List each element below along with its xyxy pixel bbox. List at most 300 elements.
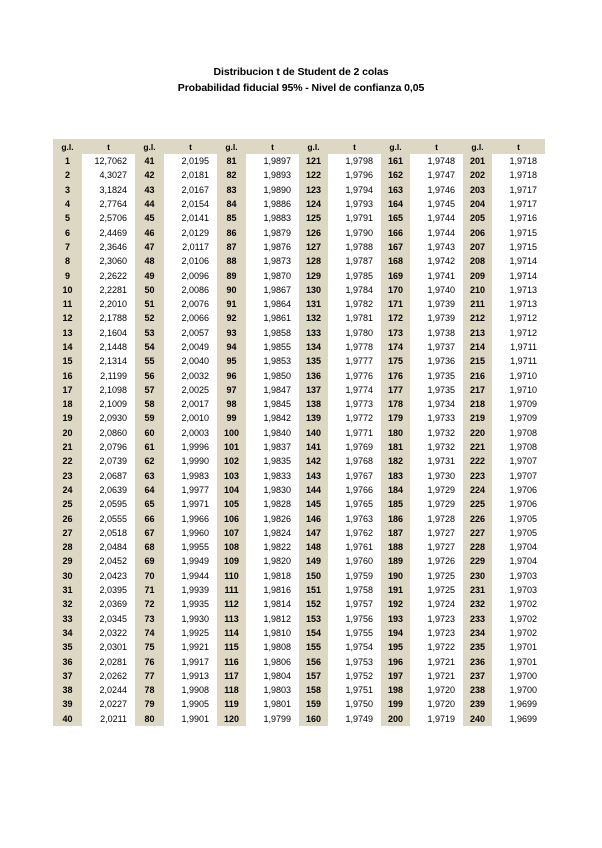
t-value-cell: 2,5706 bbox=[99, 213, 127, 224]
degrees-of-freedom-cell: 67 bbox=[135, 526, 164, 540]
t-value-cell: 1,9734 bbox=[427, 399, 455, 410]
degrees-of-freedom-cell: 213 bbox=[463, 326, 492, 340]
degrees-of-freedom-cell: 12 bbox=[53, 311, 82, 325]
t-value-cell: 1,9850 bbox=[263, 370, 291, 381]
degrees-of-freedom-cell: 85 bbox=[217, 211, 246, 225]
t-value-cell: 1,9731 bbox=[427, 456, 455, 467]
degrees-of-freedom-cell: 206 bbox=[463, 225, 492, 239]
header-gl: g.l. bbox=[53, 139, 82, 154]
t-value-cell: 1,9743 bbox=[427, 241, 455, 252]
degrees-of-freedom-cell: 170 bbox=[381, 283, 410, 297]
degrees-of-freedom-cell: 203 bbox=[463, 183, 492, 197]
degrees-of-freedom-cell: 75 bbox=[135, 640, 164, 654]
t-value-cell: 2,1448 bbox=[99, 342, 127, 352]
degrees-of-freedom-cell: 235 bbox=[463, 640, 492, 654]
degrees-of-freedom-cell: 14 bbox=[53, 340, 82, 354]
degrees-of-freedom-cell: 102 bbox=[217, 454, 246, 468]
t-value-cell: 1,9747 bbox=[427, 170, 455, 181]
degrees-of-freedom-cell: 134 bbox=[299, 340, 328, 354]
degrees-of-freedom-cell: 22 bbox=[53, 454, 82, 468]
t-value-cell: 1,9785 bbox=[345, 270, 373, 281]
degrees-of-freedom-cell: 113 bbox=[217, 612, 246, 626]
t-value-cell: 1,9780 bbox=[345, 327, 373, 338]
table-row bbox=[53, 154, 545, 168]
degrees-of-freedom-cell: 36 bbox=[53, 654, 82, 668]
t-value-cell: 1,9735 bbox=[427, 384, 455, 395]
degrees-of-freedom-cell: 78 bbox=[135, 683, 164, 697]
degrees-of-freedom-cell: 105 bbox=[217, 497, 246, 511]
degrees-of-freedom-cell: 66 bbox=[135, 511, 164, 525]
degrees-of-freedom-cell: 162 bbox=[381, 168, 410, 182]
t-value-cell: 1,9715 bbox=[509, 241, 537, 252]
degrees-of-freedom-cell: 112 bbox=[217, 597, 246, 611]
table-row bbox=[53, 211, 545, 225]
t-value-cell: 1,9723 bbox=[427, 627, 455, 638]
degrees-of-freedom-cell: 79 bbox=[135, 697, 164, 711]
degrees-of-freedom-cell: 115 bbox=[217, 640, 246, 654]
degrees-of-freedom-cell: 126 bbox=[299, 225, 328, 239]
t-value-cell: 1,9749 bbox=[345, 713, 373, 724]
degrees-of-freedom-cell: 32 bbox=[53, 597, 82, 611]
degrees-of-freedom-cell: 141 bbox=[299, 440, 328, 454]
degrees-of-freedom-cell: 150 bbox=[299, 569, 328, 583]
t-value-cell: 1,9784 bbox=[345, 284, 373, 295]
t-value-cell: 1,9740 bbox=[427, 284, 455, 295]
t-value-cell: 1,9799 bbox=[263, 713, 291, 724]
degrees-of-freedom-cell: 220 bbox=[463, 426, 492, 440]
t-value-cell: 2,0106 bbox=[181, 256, 209, 267]
degrees-of-freedom-cell: 156 bbox=[299, 654, 328, 668]
t-value-cell: 1,9893 bbox=[263, 170, 291, 181]
t-value-cell: 2,7764 bbox=[99, 199, 127, 210]
header-t: t bbox=[164, 139, 217, 154]
degrees-of-freedom-cell: 77 bbox=[135, 669, 164, 683]
t-value-cell: 1,9767 bbox=[345, 470, 373, 481]
header-t: t bbox=[410, 139, 463, 154]
degrees-of-freedom-cell: 131 bbox=[299, 297, 328, 311]
degrees-of-freedom-cell: 28 bbox=[53, 540, 82, 554]
t-value-cell: 1,9876 bbox=[263, 241, 291, 252]
t-value-cell: 1,9714 bbox=[509, 256, 537, 267]
degrees-of-freedom-cell: 72 bbox=[135, 597, 164, 611]
t-value-cell: 1,9761 bbox=[345, 542, 373, 553]
degrees-of-freedom-cell: 110 bbox=[217, 569, 246, 583]
t-value-cell: 2,0195 bbox=[181, 156, 209, 167]
degrees-of-freedom-cell: 124 bbox=[299, 197, 328, 211]
degrees-of-freedom-cell: 179 bbox=[381, 411, 410, 425]
t-value-cell: 1,9705 bbox=[509, 513, 537, 524]
table-row bbox=[53, 483, 545, 497]
t-value-cell: 1,9722 bbox=[427, 642, 455, 653]
t-value-cell: 2,0345 bbox=[99, 613, 127, 624]
t-value-cell: 1,9990 bbox=[181, 456, 209, 467]
degrees-of-freedom-cell: 234 bbox=[463, 626, 492, 640]
t-value-cell: 2,1009 bbox=[99, 399, 127, 410]
table-row bbox=[53, 469, 545, 483]
t-value-cell: 1,9925 bbox=[181, 627, 209, 638]
t-value-cell: 2,0555 bbox=[99, 513, 127, 524]
t-value-cell: 1,9755 bbox=[345, 627, 373, 638]
degrees-of-freedom-cell: 149 bbox=[299, 554, 328, 568]
table-row bbox=[53, 354, 545, 368]
degrees-of-freedom-cell: 10 bbox=[53, 283, 82, 297]
table-row bbox=[53, 712, 545, 726]
header-t: t bbox=[82, 139, 135, 154]
t-value-cell: 2,0369 bbox=[99, 599, 127, 610]
t-value-cell: 1,9703 bbox=[509, 570, 537, 581]
table-row bbox=[53, 197, 545, 211]
degrees-of-freedom-cell: 30 bbox=[53, 569, 82, 583]
t-value-cell: 1,9820 bbox=[263, 556, 291, 567]
t-value-cell: 1,9713 bbox=[509, 299, 537, 310]
t-value-cell: 1,9709 bbox=[509, 399, 537, 410]
t-value-cell: 2,0423 bbox=[99, 570, 127, 581]
t-value-cell: 1,9774 bbox=[345, 384, 373, 395]
degrees-of-freedom-cell: 56 bbox=[135, 368, 164, 382]
degrees-of-freedom-cell: 139 bbox=[299, 411, 328, 425]
degrees-of-freedom-cell: 188 bbox=[381, 540, 410, 554]
degrees-of-freedom-cell: 120 bbox=[217, 712, 246, 726]
degrees-of-freedom-cell: 104 bbox=[217, 483, 246, 497]
t-value-cell: 2,0595 bbox=[99, 499, 127, 510]
degrees-of-freedom-cell: 135 bbox=[299, 354, 328, 368]
t-value-cell: 1,9726 bbox=[427, 556, 455, 567]
degrees-of-freedom-cell: 16 bbox=[53, 368, 82, 382]
table-row bbox=[53, 554, 545, 568]
degrees-of-freedom-cell: 118 bbox=[217, 683, 246, 697]
t-value-cell: 1,9702 bbox=[509, 613, 537, 624]
table-row bbox=[53, 340, 545, 354]
t-value-cell: 1,9788 bbox=[345, 241, 373, 252]
degrees-of-freedom-cell: 29 bbox=[53, 554, 82, 568]
t-value-cell: 1,9716 bbox=[509, 213, 537, 224]
t-value-cell: 2,0049 bbox=[181, 342, 209, 352]
table-row bbox=[53, 626, 545, 640]
t-value-cell: 1,9762 bbox=[345, 527, 373, 538]
t-value-cell: 1,9939 bbox=[181, 585, 209, 596]
degrees-of-freedom-cell: 50 bbox=[135, 283, 164, 297]
t-value-cell: 1,9791 bbox=[345, 213, 373, 224]
t-value-cell: 1,9977 bbox=[181, 484, 209, 495]
degrees-of-freedom-cell: 176 bbox=[381, 368, 410, 382]
t-value-cell: 1,9717 bbox=[509, 184, 537, 195]
t-value-cell: 2,0860 bbox=[99, 427, 127, 438]
degrees-of-freedom-cell: 7 bbox=[53, 240, 82, 254]
degrees-of-freedom-cell: 38 bbox=[53, 683, 82, 697]
degrees-of-freedom-cell: 39 bbox=[53, 697, 82, 711]
t-value-cell: 1,9702 bbox=[509, 599, 537, 610]
t-distribution-table bbox=[53, 139, 545, 726]
degrees-of-freedom-cell: 106 bbox=[217, 511, 246, 525]
t-value-cell: 1,9864 bbox=[263, 299, 291, 310]
t-value-cell: 2,0639 bbox=[99, 484, 127, 495]
degrees-of-freedom-cell: 209 bbox=[463, 268, 492, 282]
t-value-cell: 2,0117 bbox=[182, 241, 209, 252]
t-value-cell: 1,9712 bbox=[509, 327, 537, 338]
t-value-cell: 1,9867 bbox=[263, 284, 291, 295]
degrees-of-freedom-cell: 76 bbox=[135, 654, 164, 668]
degrees-of-freedom-cell: 169 bbox=[381, 268, 410, 282]
degrees-of-freedom-cell: 70 bbox=[135, 569, 164, 583]
t-value-cell: 1,9730 bbox=[427, 470, 455, 481]
t-value-cell: 2,0211 bbox=[100, 713, 127, 724]
table-header-row bbox=[53, 139, 545, 154]
degrees-of-freedom-cell: 132 bbox=[299, 311, 328, 325]
t-value-cell: 2,0167 bbox=[181, 184, 209, 195]
table-row bbox=[53, 511, 545, 525]
degrees-of-freedom-cell: 127 bbox=[299, 240, 328, 254]
degrees-of-freedom-cell: 166 bbox=[381, 225, 410, 239]
degrees-of-freedom-cell: 225 bbox=[463, 497, 492, 511]
t-value-cell: 1,9701 bbox=[509, 642, 537, 653]
degrees-of-freedom-cell: 84 bbox=[217, 197, 246, 211]
degrees-of-freedom-cell: 168 bbox=[381, 254, 410, 268]
t-value-cell: 1,9729 bbox=[427, 484, 455, 495]
degrees-of-freedom-cell: 53 bbox=[135, 326, 164, 340]
t-value-cell: 1,9790 bbox=[345, 227, 373, 238]
degrees-of-freedom-cell: 114 bbox=[217, 626, 246, 640]
degrees-of-freedom-cell: 108 bbox=[217, 540, 246, 554]
t-value-cell: 2,4469 bbox=[99, 227, 127, 238]
t-value-cell: 1,9741 bbox=[427, 270, 455, 281]
degrees-of-freedom-cell: 65 bbox=[135, 497, 164, 511]
t-value-cell: 1,9710 bbox=[509, 384, 537, 395]
t-value-cell: 1,9721 bbox=[427, 656, 455, 667]
t-value-cell: 2,0076 bbox=[181, 299, 209, 310]
degrees-of-freedom-cell: 189 bbox=[381, 554, 410, 568]
t-value-cell: 1,9824 bbox=[263, 527, 291, 538]
degrees-of-freedom-cell: 186 bbox=[381, 511, 410, 525]
t-value-cell: 1,9971 bbox=[181, 499, 209, 510]
table-row bbox=[53, 268, 545, 282]
table-row bbox=[53, 240, 545, 254]
table-row bbox=[53, 454, 545, 468]
t-value-cell: 1,9845 bbox=[263, 399, 291, 410]
table-row bbox=[53, 426, 545, 440]
t-value-cell: 2,1199 bbox=[100, 370, 127, 381]
degrees-of-freedom-cell: 229 bbox=[463, 554, 492, 568]
degrees-of-freedom-cell: 33 bbox=[53, 612, 82, 626]
degrees-of-freedom-cell: 138 bbox=[299, 397, 328, 411]
t-value-cell: 1,9804 bbox=[263, 670, 291, 681]
t-value-cell: 1,9879 bbox=[263, 227, 291, 238]
degrees-of-freedom-cell: 187 bbox=[381, 526, 410, 540]
t-value-cell: 1,9704 bbox=[509, 542, 537, 553]
t-value-cell: 2,0281 bbox=[99, 656, 127, 667]
t-value-cell: 1,9752 bbox=[345, 670, 373, 681]
degrees-of-freedom-cell: 42 bbox=[135, 168, 164, 182]
t-value-cell: 1,9840 bbox=[263, 427, 291, 438]
degrees-of-freedom-cell: 212 bbox=[463, 311, 492, 325]
t-value-cell: 2,0930 bbox=[99, 413, 127, 424]
degrees-of-freedom-cell: 71 bbox=[135, 583, 164, 597]
degrees-of-freedom-cell: 223 bbox=[463, 469, 492, 483]
degrees-of-freedom-cell: 93 bbox=[217, 326, 246, 340]
degrees-of-freedom-cell: 171 bbox=[381, 297, 410, 311]
table-row bbox=[53, 411, 545, 425]
degrees-of-freedom-cell: 46 bbox=[135, 225, 164, 239]
t-value-cell: 1,9873 bbox=[263, 256, 291, 267]
degrees-of-freedom-cell: 216 bbox=[463, 368, 492, 382]
t-value-cell: 1,9917 bbox=[181, 656, 209, 667]
degrees-of-freedom-cell: 96 bbox=[217, 368, 246, 382]
t-value-cell: 1,9725 bbox=[427, 585, 455, 596]
degrees-of-freedom-cell: 82 bbox=[217, 168, 246, 182]
degrees-of-freedom-cell: 218 bbox=[463, 397, 492, 411]
degrees-of-freedom-cell: 119 bbox=[217, 697, 246, 711]
t-value-cell: 1,9806 bbox=[263, 656, 291, 667]
t-value-cell: 1,9816 bbox=[263, 585, 291, 596]
t-value-cell: 2,0066 bbox=[181, 313, 209, 324]
degrees-of-freedom-cell: 26 bbox=[53, 511, 82, 525]
degrees-of-freedom-cell: 31 bbox=[53, 583, 82, 597]
degrees-of-freedom-cell: 11 bbox=[53, 297, 82, 311]
t-value-cell: 2,0017 bbox=[181, 399, 209, 410]
header-gl: g.l. bbox=[299, 139, 328, 154]
degrees-of-freedom-cell: 237 bbox=[463, 669, 492, 683]
t-value-cell: 1,9721 bbox=[427, 670, 455, 681]
degrees-of-freedom-cell: 55 bbox=[135, 354, 164, 368]
degrees-of-freedom-cell: 208 bbox=[463, 254, 492, 268]
t-value-cell: 1,9773 bbox=[345, 399, 373, 410]
table-row bbox=[53, 397, 545, 411]
degrees-of-freedom-cell: 91 bbox=[217, 297, 246, 311]
degrees-of-freedom-cell: 164 bbox=[381, 197, 410, 211]
degrees-of-freedom-cell: 51 bbox=[135, 297, 164, 311]
t-value-cell: 1,9737 bbox=[427, 342, 455, 352]
t-value-cell: 1,9702 bbox=[509, 627, 537, 638]
t-value-cell: 1,9706 bbox=[509, 484, 537, 495]
degrees-of-freedom-cell: 63 bbox=[135, 469, 164, 483]
t-value-cell: 1,9724 bbox=[427, 599, 455, 610]
t-value-cell: 1,9921 bbox=[181, 642, 209, 653]
t-value-cell: 1,9886 bbox=[263, 199, 291, 210]
t-value-cell: 3,1824 bbox=[99, 184, 127, 195]
t-value-cell: 1,9794 bbox=[345, 184, 373, 195]
t-value-cell: 2,2010 bbox=[99, 299, 127, 310]
degrees-of-freedom-cell: 44 bbox=[135, 197, 164, 211]
t-value-cell: 1,9708 bbox=[509, 442, 537, 453]
t-value-cell: 2,1098 bbox=[99, 384, 127, 395]
t-value-cell: 1,9828 bbox=[263, 499, 291, 510]
t-value-cell: 1,9905 bbox=[181, 699, 209, 710]
degrees-of-freedom-cell: 123 bbox=[299, 183, 328, 197]
header-t: t bbox=[246, 139, 299, 154]
t-value-cell: 1,9727 bbox=[427, 527, 455, 538]
degrees-of-freedom-cell: 148 bbox=[299, 540, 328, 554]
degrees-of-freedom-cell: 147 bbox=[299, 526, 328, 540]
t-value-cell: 1,9935 bbox=[181, 599, 209, 610]
t-value-cell: 1,9720 bbox=[427, 685, 455, 696]
table-row bbox=[53, 225, 545, 239]
degrees-of-freedom-cell: 193 bbox=[381, 612, 410, 626]
degrees-of-freedom-cell: 228 bbox=[463, 540, 492, 554]
document-title: Distribucion t de Student de 2 colas bbox=[213, 66, 389, 78]
t-value-cell: 1,9853 bbox=[263, 356, 291, 367]
t-value-cell: 1,9768 bbox=[345, 456, 373, 467]
degrees-of-freedom-cell: 86 bbox=[217, 225, 246, 239]
degrees-of-freedom-cell: 194 bbox=[381, 626, 410, 640]
degrees-of-freedom-cell: 13 bbox=[53, 326, 82, 340]
t-value-cell: 1,9699 bbox=[509, 713, 537, 724]
t-value-cell: 1,9776 bbox=[345, 370, 373, 381]
table-row bbox=[53, 326, 545, 340]
t-value-cell: 2,0025 bbox=[181, 384, 209, 395]
degrees-of-freedom-cell: 111 bbox=[217, 583, 246, 597]
degrees-of-freedom-cell: 97 bbox=[217, 383, 246, 397]
degrees-of-freedom-cell: 103 bbox=[217, 469, 246, 483]
t-value-cell: 2,0181 bbox=[181, 170, 209, 181]
t-value-cell: 1,9699 bbox=[509, 699, 537, 710]
t-value-cell: 2,3060 bbox=[99, 256, 127, 267]
t-value-cell: 1,9732 bbox=[427, 442, 455, 453]
degrees-of-freedom-cell: 24 bbox=[53, 483, 82, 497]
degrees-of-freedom-cell: 236 bbox=[463, 654, 492, 668]
degrees-of-freedom-cell: 144 bbox=[299, 483, 328, 497]
t-value-cell: 1,9763 bbox=[345, 513, 373, 524]
degrees-of-freedom-cell: 98 bbox=[217, 397, 246, 411]
t-value-cell: 1,9723 bbox=[427, 613, 455, 624]
t-value-cell: 1,9778 bbox=[345, 342, 373, 352]
degrees-of-freedom-cell: 57 bbox=[135, 383, 164, 397]
t-value-cell: 1,9930 bbox=[181, 613, 209, 624]
header-gl: g.l. bbox=[463, 139, 492, 154]
degrees-of-freedom-cell: 136 bbox=[299, 368, 328, 382]
t-value-cell: 1,9960 bbox=[181, 527, 209, 538]
t-value-cell: 2,0032 bbox=[181, 370, 209, 381]
t-value-cell: 2,0003 bbox=[181, 427, 209, 438]
table-row bbox=[53, 383, 545, 397]
t-value-cell: 2,0687 bbox=[99, 470, 127, 481]
degrees-of-freedom-cell: 133 bbox=[299, 326, 328, 340]
t-value-cell: 1,9944 bbox=[181, 570, 209, 581]
table-row bbox=[53, 254, 545, 268]
degrees-of-freedom-cell: 87 bbox=[217, 240, 246, 254]
degrees-of-freedom-cell: 6 bbox=[53, 225, 82, 239]
t-value-cell: 2,0518 bbox=[99, 527, 127, 538]
t-value-cell: 12,7062 bbox=[94, 156, 127, 167]
degrees-of-freedom-cell: 109 bbox=[217, 554, 246, 568]
document-subtitle: Probabilidad fiducial 95% - Nivel de confianza 0,05 bbox=[177, 82, 425, 94]
table-row bbox=[53, 368, 545, 382]
degrees-of-freedom-cell: 199 bbox=[381, 697, 410, 711]
t-value-cell: 1,9983 bbox=[181, 470, 209, 481]
t-value-cell: 1,9835 bbox=[263, 456, 291, 467]
t-value-cell: 1,9769 bbox=[345, 442, 373, 453]
t-value-cell: 1,9705 bbox=[509, 527, 537, 538]
degrees-of-freedom-cell: 37 bbox=[53, 669, 82, 683]
t-value-cell: 1,9706 bbox=[509, 499, 537, 510]
t-value-cell: 1,9847 bbox=[263, 384, 291, 395]
degrees-of-freedom-cell: 222 bbox=[463, 454, 492, 468]
t-value-cell: 1,9700 bbox=[509, 670, 537, 681]
degrees-of-freedom-cell: 221 bbox=[463, 440, 492, 454]
t-value-cell: 2,0040 bbox=[181, 356, 209, 367]
t-value-cell: 2,0452 bbox=[99, 556, 127, 567]
degrees-of-freedom-cell: 227 bbox=[463, 526, 492, 540]
degrees-of-freedom-cell: 196 bbox=[381, 654, 410, 668]
t-value-cell: 2,2622 bbox=[99, 270, 127, 281]
t-value-cell: 2,0096 bbox=[181, 270, 209, 281]
degrees-of-freedom-cell: 173 bbox=[381, 326, 410, 340]
degrees-of-freedom-cell: 240 bbox=[463, 712, 492, 726]
degrees-of-freedom-cell: 19 bbox=[53, 411, 82, 425]
t-value-cell: 2,1788 bbox=[99, 313, 127, 324]
degrees-of-freedom-cell: 41 bbox=[135, 154, 164, 168]
degrees-of-freedom-cell: 159 bbox=[299, 697, 328, 711]
t-value-cell: 2,0129 bbox=[181, 227, 209, 238]
t-value-cell: 1,9765 bbox=[345, 499, 373, 510]
